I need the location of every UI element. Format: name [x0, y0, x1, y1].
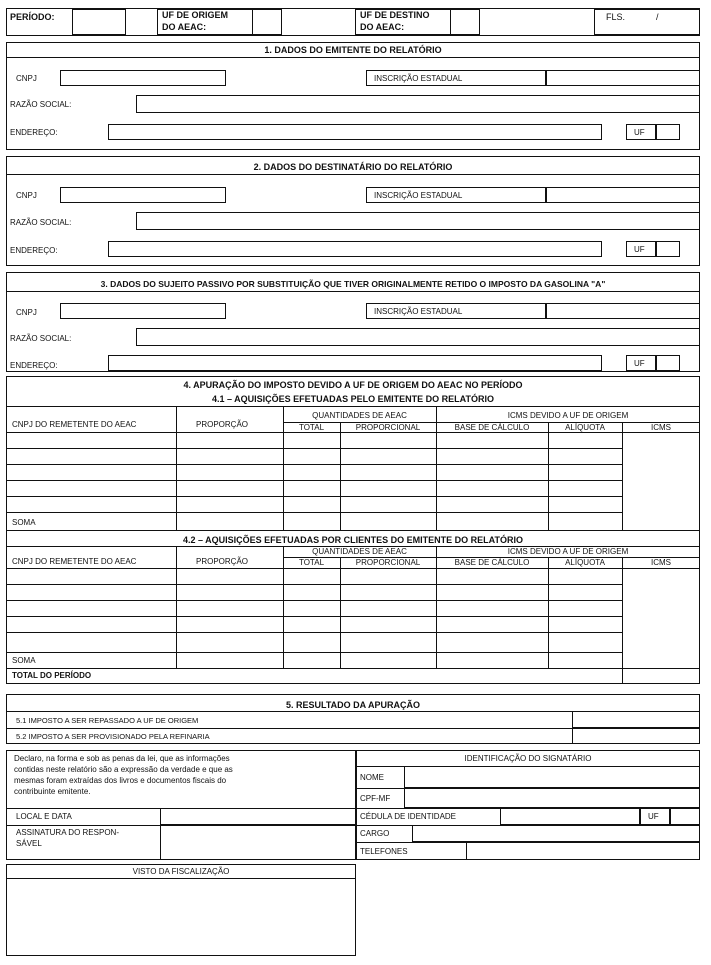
declaration-line-2: contidas neste relatório são a expressão da verdade e que as [14, 765, 233, 774]
row-divider [6, 512, 622, 513]
section-4-1-title: 4.1 – AQUISIÇÕES EFETUADAS PELO EMITENTE DO RELATÓRIO [211, 394, 495, 404]
periodo-label: PERÍODO: [10, 12, 55, 22]
local-data-label: LOCAL E DATA [16, 812, 72, 821]
row-divider [6, 464, 622, 465]
row-divider [6, 652, 622, 653]
soma-4-1-label: SOMA [12, 518, 36, 527]
uf-origem-field[interactable] [252, 9, 282, 35]
row-divider [6, 530, 700, 531]
resultado-item-2: 5.2 IMPOSTO A SER PROVISIONADO PELA REFINARIA [16, 732, 210, 741]
s2-razao-field[interactable] [136, 212, 700, 230]
assinatura-label-2: SÁVEL [16, 839, 42, 848]
s3-razao-field[interactable] [136, 328, 700, 346]
col-total: TOTAL [298, 423, 325, 432]
section-1-title: 1. DADOS DO EMITENTE DO RELATÓRIO [264, 45, 442, 55]
col-quantidades-2: QUANTIDADES DE AEAC [312, 547, 407, 556]
divider [6, 57, 700, 58]
s3-endereco-label: ENDEREÇO: [10, 361, 58, 370]
col-aliquota-2: ALÍQUOTA [565, 558, 605, 567]
fls-separator: / [656, 12, 659, 22]
s1-endereco-field[interactable] [108, 124, 602, 140]
s2-uf-label: UF [634, 245, 645, 254]
s1-cnpj-field[interactable] [60, 70, 226, 86]
row-divider [6, 616, 622, 617]
s1-razao-field[interactable] [136, 95, 700, 113]
s3-endereco-field[interactable] [108, 355, 602, 371]
visto-title: VISTO DA FISCALIZAÇÃO [132, 867, 230, 876]
row-divider [6, 496, 622, 497]
col-base-calculo-2: BASE DE CÁLCULO [454, 558, 530, 567]
row-divider [6, 668, 700, 669]
uf-origem-label-2: DO AEAC: [162, 22, 207, 32]
section-5-title: 5. RESULTADO DA APURAÇÃO [285, 700, 420, 710]
declaration-line-3: mesmas foram extraídas dos livros e documentos fiscais do [14, 776, 227, 785]
declaration-line-4: contribuinte emitente. [14, 787, 91, 796]
col-divider [548, 422, 549, 530]
col-icms-devido: ICMS DEVIDO A UF DE ORIGEM [507, 411, 629, 420]
s3-razao-label: RAZÃO SOCIAL: [10, 334, 72, 343]
cpf-field[interactable] [404, 788, 700, 808]
col-divider [622, 422, 623, 530]
col-cnpj-remetente: CNPJ DO REMETENTE DO AEAC [12, 420, 137, 429]
soma-4-2-label: SOMA [12, 656, 36, 665]
s1-uf-label: UF [634, 128, 645, 137]
divider [6, 406, 700, 407]
section-4-2-title: 4.2 – AQUISIÇÕES EFETUADAS POR CLIENTES DO EMITENTE DO RELATÓRIO [182, 535, 524, 545]
col-divider [340, 422, 341, 530]
section-2-title: 2. DADOS DO DESTINATÁRIO DO RELATÓRIO [253, 162, 453, 172]
assinatura-label-1: ASSINATURA DO RESPON- [16, 828, 119, 837]
s2-uf-field[interactable] [656, 241, 680, 257]
uf-destino-label-1: UF DE DESTINO [360, 10, 430, 20]
row-divider [6, 584, 622, 585]
s2-ie-label: INSCRIÇÃO ESTADUAL [374, 191, 463, 200]
col-proporcao: PROPORÇÃO [196, 420, 249, 429]
cedula-field[interactable] [500, 808, 640, 825]
s2-endereco-label: ENDEREÇO: [10, 246, 58, 255]
assinatura-field[interactable] [160, 825, 356, 860]
s3-uf-label: UF [634, 359, 645, 368]
s1-ie-label: INSCRIÇÃO ESTADUAL [374, 74, 463, 83]
s2-endereco-field[interactable] [108, 241, 602, 257]
row-divider [6, 632, 622, 633]
cpf-label: CPF-MF [360, 794, 391, 803]
col-aliquota: ALÍQUOTA [565, 423, 605, 432]
cargo-field[interactable] [412, 825, 700, 842]
section-3-title: 3. DADOS DO SUJEITO PASSIVO POR SUBSTITUIÇÃO QUE TIVER ORIGINALMENTE RETIDO O IMPOSTO DA GASOLINA "A" [100, 279, 606, 289]
total-periodo-label: TOTAL DO PERÍODO [12, 671, 92, 680]
s2-cnpj-label: CNPJ [16, 191, 37, 200]
telefones-label: TELEFONES [360, 847, 408, 856]
s2-ie-field[interactable] [546, 187, 700, 203]
fls-label: FLS. [606, 12, 626, 22]
s1-razao-label: RAZÃO SOCIAL: [10, 100, 72, 109]
s1-uf-field[interactable] [656, 124, 680, 140]
s1-ie-field[interactable] [546, 70, 700, 86]
col-cnpj-remetente-2: CNPJ DO REMETENTE DO AEAC [12, 557, 137, 566]
resultado-item-2-value[interactable] [572, 728, 700, 744]
periodo-field[interactable] [72, 9, 126, 35]
cedula-uf-field[interactable] [670, 808, 700, 825]
col-divider [176, 546, 177, 668]
visto-field[interactable] [7, 879, 355, 955]
divider [6, 174, 700, 175]
telefones-field[interactable] [466, 842, 700, 860]
col-icms: ICMS [651, 423, 671, 432]
row-divider [6, 448, 622, 449]
cedula-label: CÉDULA DE IDENTIDADE [360, 812, 457, 821]
uf-destino-label-2: DO AEAC: [360, 22, 405, 32]
s1-cnpj-label: CNPJ [16, 74, 37, 83]
uf-origem-label-1: UF DE ORIGEM [162, 10, 229, 20]
cargo-label: CARGO [360, 829, 390, 838]
s3-ie-field[interactable] [546, 303, 700, 319]
s3-cnpj-field[interactable] [60, 303, 226, 319]
s2-cnpj-field[interactable] [60, 187, 226, 203]
local-data-field[interactable] [160, 808, 356, 825]
divider [6, 291, 700, 292]
declaration-line-1: Declaro, na forma e sob as penas da lei, que as informações [14, 754, 230, 763]
cedula-uf-label: UF [648, 812, 659, 821]
s3-uf-field[interactable] [656, 355, 680, 371]
col-proporcao-2: PROPORÇÃO [196, 557, 249, 566]
row-divider [6, 568, 700, 569]
s3-cnpj-label: CNPJ [16, 308, 37, 317]
uf-destino-field[interactable] [450, 9, 480, 35]
s3-ie-label: INSCRIÇÃO ESTADUAL [374, 307, 463, 316]
nome-label: NOME [360, 773, 384, 782]
col-icms-devido-2: ICMS DEVIDO A UF DE ORIGEM [507, 547, 629, 556]
resultado-item-1: 5.1 IMPOSTO A SER REPASSADO A UF DE ORIGEM [16, 716, 199, 725]
col-quantidades: QUANTIDADES DE AEAC [312, 411, 407, 420]
section-4-title: 4. APURAÇÃO DO IMPOSTO DEVIDO A UF DE ORIGEM DO AEAC NO PERÍODO [183, 380, 523, 390]
resultado-item-1-value[interactable] [572, 711, 700, 728]
s1-endereco-label: ENDEREÇO: [10, 128, 58, 137]
row-divider [6, 480, 622, 481]
col-icms-2: ICMS [651, 558, 671, 567]
signatario-title: IDENTIFICAÇÃO DO SIGNATÁRIO [464, 754, 592, 763]
nome-field[interactable] [404, 766, 700, 788]
col-proporcional: PROPORCIONAL [355, 423, 421, 432]
col-base-calculo: BASE DE CÁLCULO [454, 423, 530, 432]
row-divider [6, 600, 622, 601]
col-divider [622, 557, 623, 684]
s2-razao-label: RAZÃO SOCIAL: [10, 218, 72, 227]
col-total-2: TOTAL [298, 558, 325, 567]
col-proporcional-2: PROPORCIONAL [355, 558, 421, 567]
